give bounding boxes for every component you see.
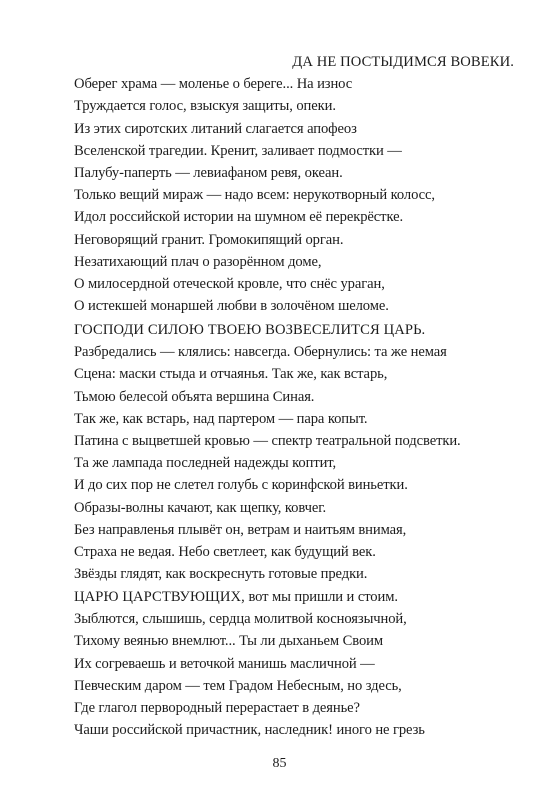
stanza-heading-rest: вот мы пришли и стоим.	[244, 589, 398, 605]
stanza-heading: ДА НЕ ПОСТЫДИМСЯ ВОВЕКИ.	[292, 54, 514, 70]
verse-line: Тихому веянью внемлют... Ты ли дыханьем Своим	[74, 633, 383, 650]
verse-line: Незатихающий плач о разорённом доме,	[74, 253, 322, 270]
verse-line: Патина с выцветшей кровью — спектр театральной подсветки.	[74, 433, 461, 450]
verse-line: О милосердной отеческой кровле, что снёс ураган,	[74, 276, 385, 293]
verse-line: Чаши российской причастник, наследник! иного не грезь	[74, 722, 425, 739]
stanza-1	[74, 51, 514, 317]
verse-line: Их согреваешь и веточкой манишь масличной —	[74, 655, 375, 672]
verse-line: Из этих сиротских литаний слагается апофеоз	[74, 120, 357, 137]
stanza-3	[74, 586, 514, 741]
verse-line: Неговорящий гранит. Громокипящий орган.	[74, 231, 344, 248]
verse-line: Где глагол первородный перерастает в деянье?	[74, 700, 360, 717]
verse-line: Палубу-паперть — левиафаном ревя, океан.	[74, 165, 343, 182]
verse-line: Труждается голос, взыскуя защиты, опеки.	[74, 98, 336, 115]
stanza-heading-caps: ЦАРЮ ЦАРСТВУЮЩИХ,	[74, 589, 245, 605]
verse-line: Та же лампада последней надежды коптит,	[74, 455, 337, 472]
verse-line: О истекшей монаршей любви в золочёном шеломе.	[74, 298, 389, 315]
stanza-heading: ГОСПОДИ СИЛОЮ ТВОЕЮ ВОЗВЕСЕЛИТСЯ ЦАРЬ.	[74, 322, 426, 338]
verse-line: Тьмою белесой объята вершина Синая.	[74, 388, 315, 405]
verse-line: Так же, как встарь, над партером — пара копыт.	[74, 410, 368, 427]
stanza-2	[74, 319, 514, 585]
verse-line: Идол российской истории на шумном её перекрёстке.	[74, 209, 404, 226]
verse-line: Оберег храма — моленье о береге... На износ	[74, 76, 353, 93]
verse-line: Вселенской трагедии. Кренит, заливает подмостки —	[74, 142, 402, 159]
verse-line: Звёзды глядят, как воскреснуть готовые предки.	[74, 566, 368, 583]
verse-line: Сцена: маски стыда и отчаянья. Так же, как встарь,	[74, 366, 388, 383]
verse-line: Разбредались — клялись: навсегда. Обернулись: та же немая	[74, 344, 447, 361]
verse-line: Без направленья плывёт он, ветрам и наитьям внимая,	[74, 521, 407, 538]
verse-line: Образы-волны качают, как щепку, ковчег.	[74, 499, 326, 516]
verse-line: Только вещий мираж — надо всем: нерукотворный колосс,	[74, 187, 435, 204]
verse-line: Певческим даром — тем Градом Небесным, но здесь,	[74, 677, 402, 694]
verse-line: И до сих пор не слетел голубь с коринфской виньетки.	[74, 477, 408, 494]
verse-line: Страха не ведая. Небо светлеет, как будущий век.	[74, 544, 376, 561]
page-number: 85	[272, 756, 287, 771]
stanza-heading	[74, 586, 514, 608]
verse-line: Зыблются, слышишь, сердца молитвой косноязычной,	[74, 611, 407, 628]
